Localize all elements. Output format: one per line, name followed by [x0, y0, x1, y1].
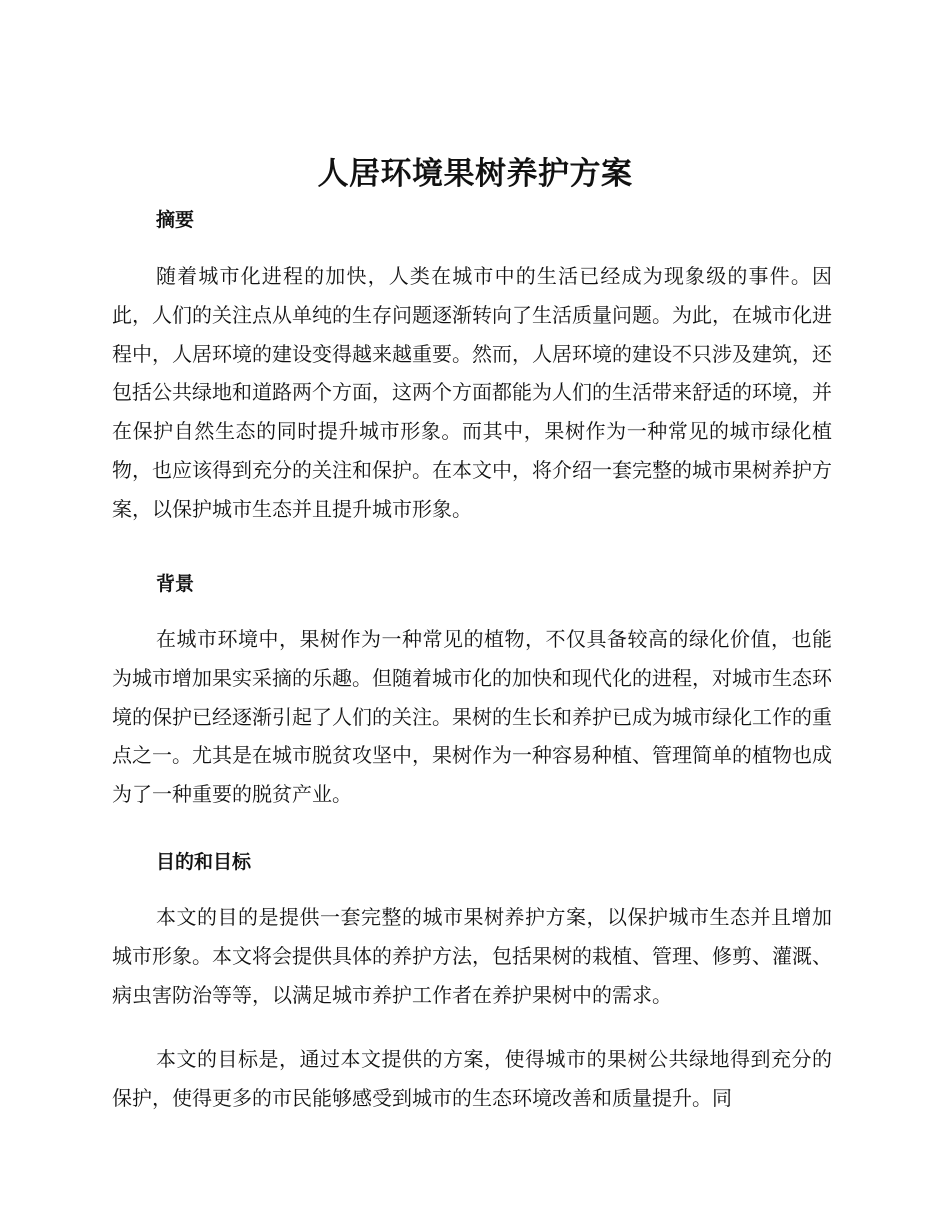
document-title: 人居环境果树养护方案 [317, 156, 633, 192]
section-heading-abstract: 摘要 [156, 209, 195, 231]
paragraph-purpose: 本文的目的是提供一套完整的城市果树养护方案，以保护城市生态并且增加城市形象。本文将会提供具体的养护方法，包括果树的栽植、管理、修剪、灌溉、病虫害防治等等，以满足城市养护工作者在养护果树中的需求。 [112, 905, 832, 1007]
section-heading-goals: 目的和目标 [156, 851, 252, 873]
paragraph-background: 在城市环境中，果树作为一种常见的植物，不仅具备较高的绿化价值，也能为城市增加果实采摘的乐趣。但随着城市化的加快和现代化的进程，对城市生态环境的保护已经逐渐引起了人们的关注。果树的生长和养护已成为城市绿化工作的重点之一。尤其是在城市脱贫攻坚中，果树作为一种容易种植、管理简单的植物也成为了一种重要的脱贫产业。 [112, 627, 832, 807]
paragraph-abstract: 随着城市化进程的加快，人类在城市中的生活已经成为现象级的事件。因此，人们的关注点从单纯的生存问题逐渐转向了生活质量问题。为此，在城市化进程中，人居环境的建设变得越来越重要。然而，人居环境的建设不只涉及建筑，还包括公共绿地和道路两个方面，这两个方面都能为人们的生活带来舒适的环境，并在保护自然生态的同时提升城市形象。而其中，果树作为一种常见的城市绿化植物，也应该得到充分的关注和保护。在本文中，将介绍一套完整的城市果树养护方案，以保护城市生态并且提升城市形象。 [112, 264, 832, 521]
paragraph-objective: 本文的目标是，通过本文提供的方案，使得城市的果树公共绿地得到充分的保护，使得更多的市民能够感受到城市的生态环境改善和质量提升。同 [112, 1047, 832, 1110]
section-heading-background: 背景 [156, 573, 195, 595]
